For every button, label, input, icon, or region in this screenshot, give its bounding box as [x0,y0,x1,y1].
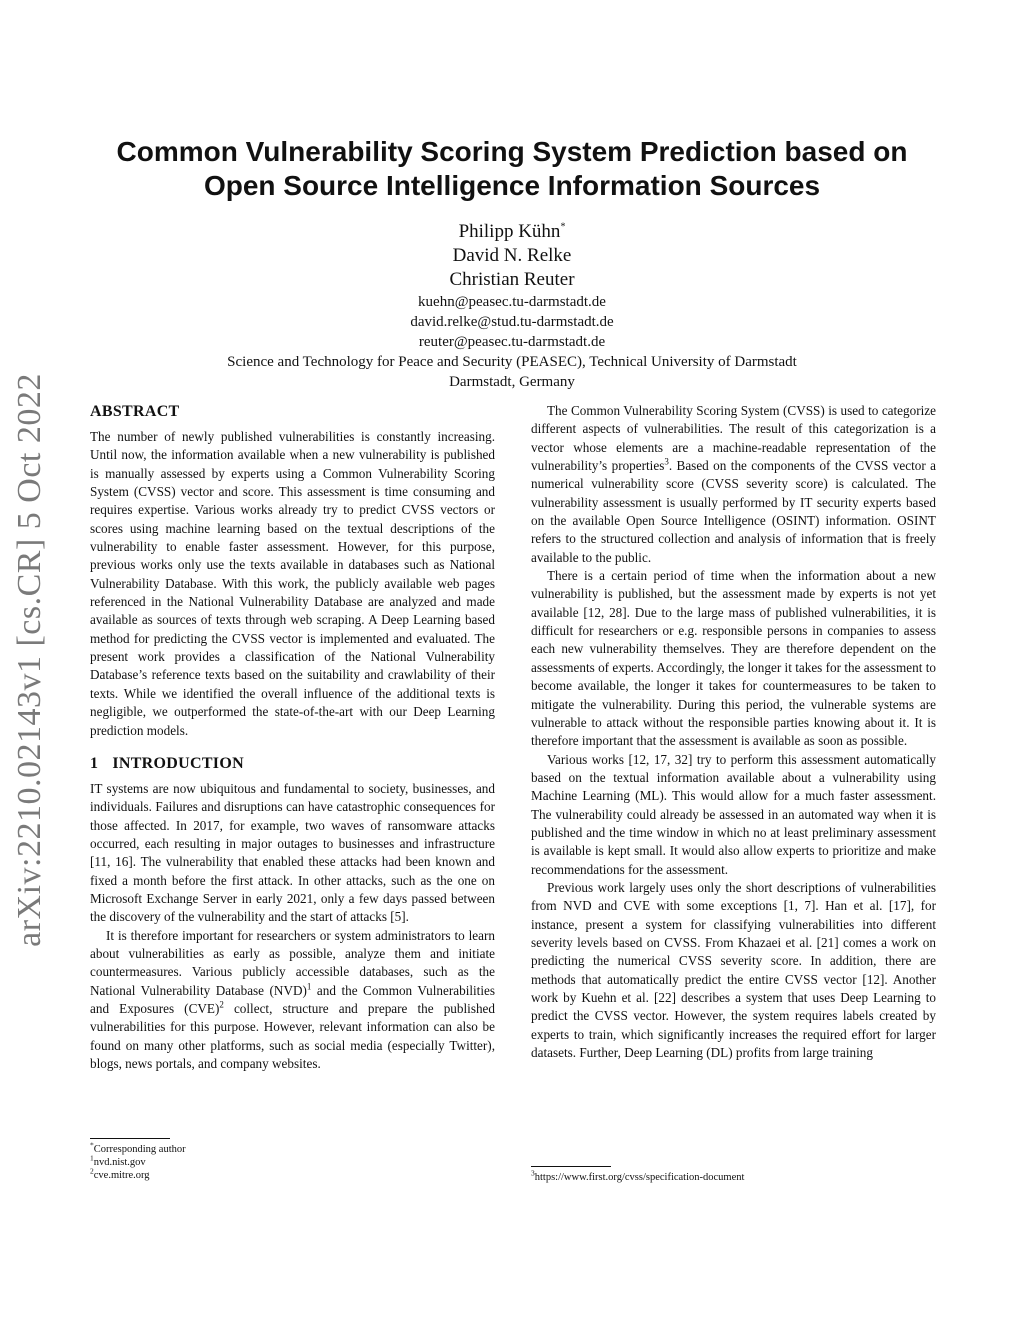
footnote-ref-3: 3 [664,456,669,467]
section-number: 1 [90,754,99,772]
author-email-2: david.relke@stud.tu-darmstadt.de [410,314,614,330]
section-title: INTRODUCTION [112,754,244,772]
title-line-2: Open Source Intelligence Information Sources [203,170,821,201]
corresponding-mark: * [560,221,566,233]
footnotes-right [531,1166,936,1184]
author-2: David N. Relke [452,245,572,266]
arxiv-identifier: arXiv:2210.02143v1 [cs.CR] 5 Oct 2022 [11,373,48,947]
paper-title [90,135,934,203]
intro-paragraph-6: Previous work largely uses only the short descriptions of vulnerabilities from NVD and CVE with some exceptions [1, 7]. Han et al. [17], for instance, present a system for classifying vulnerabilities into different severity levels based on CVSS. From Khazaei et al. [21] comes a work on predicting the numerical CVSS severity score. In addition, there are methods that automatically predict the entire CVSS vector [12]. Another work by Kuehn et al. [22] describes a system that uses Deep Learning to predict the CVSS vector. However, the system requires labels created by experts to train, which significantly increases the required effort for larger datasets. Further, Deep Learning (DL) profits from large training [531,879,936,1061]
affiliation: Science and Technology for Peace and Security (PEASEC), Technical University of Darmstadt [227,354,797,370]
intro-paragraph-4: There is a certain period of time when the information about a new vulnerability is published, but the assessment made by experts is not yet available [12, 28]. Due to the large mass of published vulnerabilities, it is difficult for researchers or e.g. responsible persons in companies to assess each new vulnerability themselves. They are therefore dependent on the assessments of experts. Accordingly, the longer it takes for the assessment to become available, the longer it takes for countermeasures to be taken to mitigate the vulnerability. During this period, the vulnerable systems are vulnerable to attack without the responsible parties knowing about it. It is therefore important that the assessment is available as soon as possible. [531,568,936,749]
arxiv-sidebar-stamp [8,360,52,960]
footnote-1: $^1$nvd.nist.gov [90,1153,146,1168]
author-1: Philipp Kühn* [458,221,566,242]
author-email-1: kuehn@peasec.tu-darmstadt.de [418,294,606,310]
left-column [90,402,495,1073]
footnote-2: $^2$cve.mitre.org [90,1166,150,1181]
footnote-ref-2: 2 [219,999,224,1010]
author-3: Christian Reuter [449,269,575,290]
footnote-3: $^3$https://www.first.org/cvss/specification-document [531,1168,745,1183]
footnote-corresponding: *Corresponding author [90,1140,186,1155]
intro-paragraph-2: It is therefore important for researchers or system administrators to learn about vulnerabilities as early as possible, analyze them and initiate countermeasures. Various publicly accessible databases, such as the National Vulnerability Database (NVD)$^1$ and the Common Vulnerabilities and Exposures (CVE)$^2$ collect, structure and prepare the published vulnerabilities for this purpose. However, relevant information can also be found on many other platforms, such as social media (especially Twitter), blogs, news portals, and company websites. [90,927,495,1071]
location: Darmstadt, Germany [449,374,575,390]
footnote-rule [90,1138,170,1139]
right-column [531,402,936,1062]
abstract-text: The number of newly published vulnerabilities is constantly increasing. Until now, the information available when a new vulnerability is published is manually assessed by experts using a Common Vulnerability Scoring System (CVSS) vector and score. This assessment is time consuming and requires expertise. Various works already try to predict CVSS vectors or scores using machine learning based on the textual descriptions of the vulnerability to enable faster assessment. However, for this purpose, previous works only use the texts available in databases such as National Vulnerability Database. With this work, the publicly available web pages referenced in the National Vulnerability Database are analyzed and made available as sources of texts through web scraping. A Deep Learning based method for predicting the CVSS vector is implemented and evaluated. The present work provides a classification of the National Vulnerability Database’s reference texts based on the suitability and crawlability of their texts. While we identified the overall influence of the additional texts is negligible, we outperformed the state-of-the-art with our Deep Learning prediction models. [90,429,495,738]
introduction-heading [90,754,495,774]
intro-paragraph-5: Various works [12, 17, 32] try to perform this assessment automatically based on the textual information available about a vulnerability using Machine Learning (ML). This would allow for a much faster assessment. The vulnerability could already be assessed in an automated way when it is published and the time window in which no at least preliminary assessment is available is kept small. It would also allow experts to prioritize and make recommendations for the assessment. [531,751,936,877]
author-block [90,220,934,392]
footnote-ref-1: 1 [306,981,312,992]
intro-paragraph-3: The Common Vulnerability Scoring System (CVSS) is used to categorize different aspects of vulnerabilities. The result of this categorization is a vector whose elements are a machine-readable representation of the vulnerability’s properties$^3$. Based on the components of the CVSS vector a numerical vulnerability score (CVSS severity score) is calculated. The vulnerability assessment is usually performed by IT security experts based on the available Open Source Intelligence (OSINT) information. OSINT refers to the structured collection and analysis of information that is freely available to the public. [531,403,936,565]
footnote-rule [531,1166,611,1167]
title-line-1: Common Vulnerability Scoring System Prediction based on [116,136,908,167]
author-email-3: reuter@peasec.tu-darmstadt.de [418,334,606,350]
footnotes-left [90,1138,495,1182]
abstract-heading: ABSTRACT [90,403,180,420]
intro-paragraph-1: IT systems are now ubiquitous and fundamental to society, businesses, and individuals. Failures and disruptions can have catastrophic consequences for those affected. In 2017, for example, two waves of ransomware attacks occurred, each resulting in major outages to businesses and infrastructure [11, 16]. The vulnerability that enabled these attacks had been known and fixed a month before the first attack. In other attacks, such as the one on Microsoft Exchange Server in early 2021, only a few days passed between the discovery of the vulnerability and the start of attacks [5]. [90,780,495,925]
